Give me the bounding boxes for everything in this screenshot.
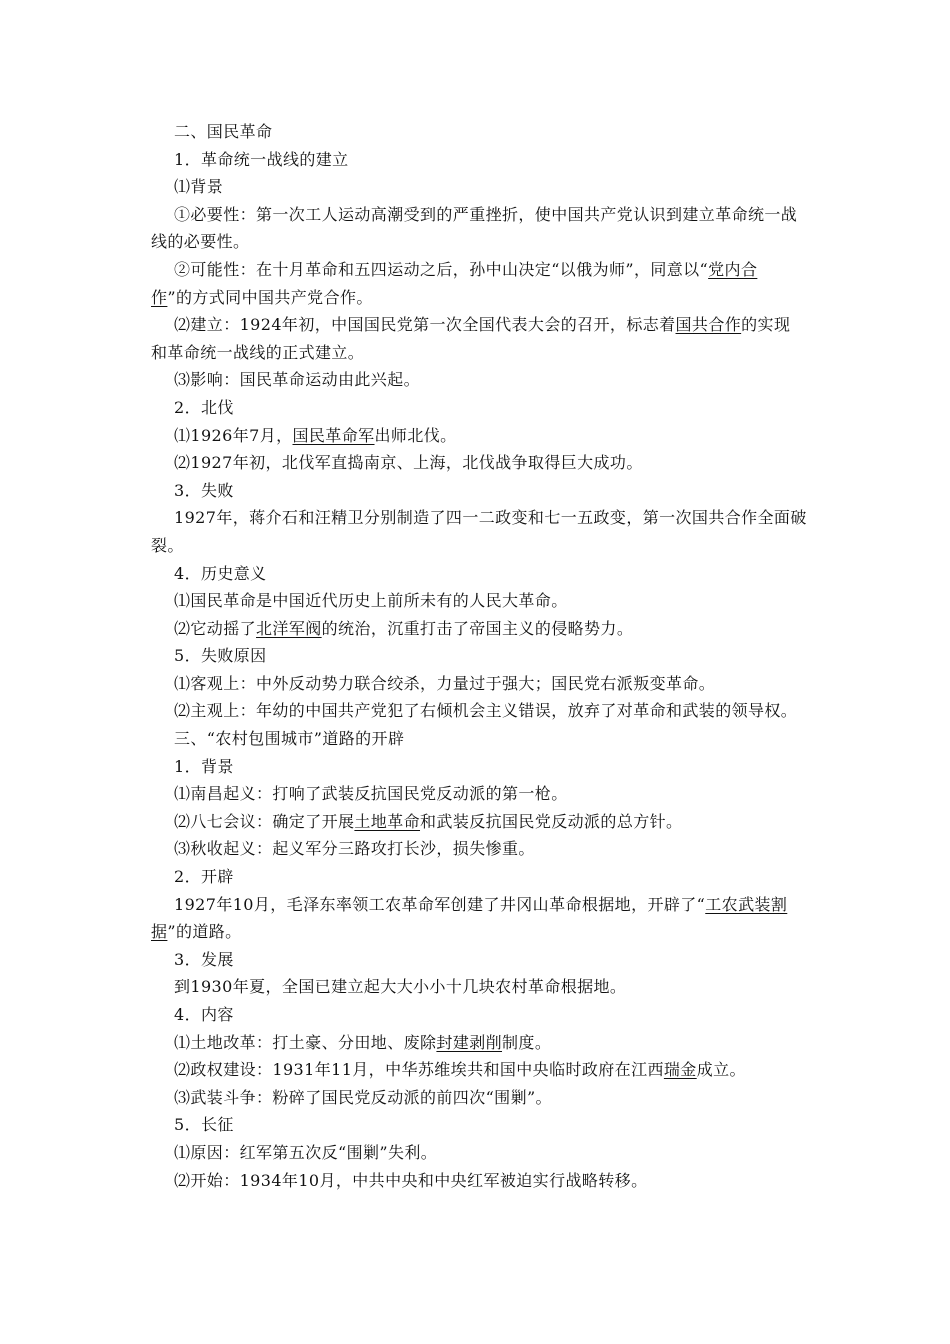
text-line (0, 394, 950, 422)
text-run: ②可能性：在十月革命和五四运动之后，孙中山决定“以俄为师”，同意以“ (174, 259, 709, 279)
underlined-term: 北洋军阀 (256, 618, 322, 638)
text-run: ⑴南昌起义：打响了武装反抗国民党反动派的第一枪。 (174, 784, 568, 804)
text-line (0, 339, 950, 367)
text-run: 三、“农村包围城市”道路的开辟 (174, 729, 405, 749)
text-line (0, 808, 950, 836)
text-line (0, 284, 950, 312)
text-run: 1．背景 (174, 756, 234, 776)
text-run: 4．历史意义 (174, 563, 267, 583)
text-run: ⑶秋收起义：起义军分三路攻打长沙，损失惨重。 (174, 839, 535, 859)
text-run: ①必要性：第一次工人运动高潮受到的严重挫折，使中国共产党认识到建立革命统一战 (174, 204, 798, 224)
text-run: ⑵政权建设：1931年11月，中华苏维埃共和国中央临时政府在江西 (174, 1060, 664, 1080)
text-line (0, 366, 950, 394)
text-run: ⑵建立：1924年初，中国国民党第一次全国代表大会的召开，标志着 (174, 315, 676, 335)
text-line (0, 642, 950, 670)
underlined-term: 党内合 (708, 259, 758, 279)
text-run: 1927年，蒋介石和汪精卫分别制造了四一二政变和七一五政变，第一次国共合作全面破 (174, 508, 807, 528)
text-line (0, 863, 950, 891)
text-run: ”的道路。 (167, 922, 242, 942)
text-line (0, 201, 950, 229)
text-run: 裂。 (151, 535, 184, 555)
text-run: ⑴1926年7月， (174, 425, 293, 445)
underlined-term: 国共合作 (675, 315, 742, 335)
text-line (0, 1167, 950, 1195)
text-run: 的统治，沉重打击了帝国主义的侵略势力。 (321, 618, 634, 638)
text-line (0, 918, 950, 946)
text-line (0, 173, 950, 201)
text-run: ⑵主观上：年幼的中国共产党犯了右倾机会主义错误，放弃了对革命和武装的领导权。 (174, 701, 798, 721)
text-run: ⑵它动摇了 (174, 618, 257, 638)
text-line (0, 228, 950, 256)
underlined-term: 土地革命 (354, 811, 421, 831)
text-line (0, 1084, 950, 1112)
text-run: 5．长征 (174, 1115, 234, 1135)
text-run: 5．失败原因 (174, 646, 267, 666)
text-line (0, 1139, 950, 1167)
text-line (0, 891, 950, 919)
text-run: 成立。 (696, 1060, 746, 1080)
text-run: ⑶影响：国民革命运动由此兴起。 (174, 370, 421, 390)
text-run: 和武装反抗国民党反动派的总方针。 (420, 811, 683, 831)
text-run: 出师北伐。 (374, 425, 457, 445)
text-run: ⑴客观上：中外反动势力联合绞杀，力量过于强大；国民党右派叛变革命。 (174, 673, 716, 693)
text-line (0, 835, 950, 863)
text-line (0, 697, 950, 725)
text-line (0, 1056, 950, 1084)
text-run: 1．革命统一战线的建立 (174, 149, 349, 169)
text-line (0, 532, 950, 560)
text-line (0, 973, 950, 1001)
text-run: ”的方式同中国共产党合作。 (167, 287, 373, 307)
text-run: 的实现 (741, 315, 791, 335)
text-line (0, 725, 950, 753)
text-run: ⑵1927年初，北伐军直捣南京、上海，北伐战争取得巨大成功。 (174, 453, 643, 473)
text-line (0, 1001, 950, 1029)
document-body (0, 118, 950, 1194)
text-line (0, 422, 950, 450)
underlined-term: 作 (151, 287, 168, 307)
underlined-term: 据 (151, 922, 168, 942)
text-line (0, 587, 950, 615)
text-line (0, 615, 950, 643)
underlined-term: 工农武装割 (705, 894, 788, 914)
underlined-term: 瑞金 (663, 1060, 697, 1080)
text-line (0, 477, 950, 505)
text-line (0, 1111, 950, 1139)
text-run: ⑵开始：1934年10月，中共中央和中央红军被迫实行战略转移。 (174, 1170, 648, 1190)
text-run: ⑴原因：红军第五次反“围剿”失利。 (174, 1142, 438, 1162)
text-run: 2．北伐 (174, 397, 234, 417)
text-line (0, 560, 950, 588)
text-run: ⑴背景 (174, 177, 224, 197)
text-run: 制度。 (502, 1032, 552, 1052)
text-line (0, 256, 950, 284)
text-line (0, 504, 950, 532)
text-line (0, 311, 950, 339)
text-line (0, 118, 950, 146)
text-run: 和革命统一战线的正式建立。 (151, 342, 365, 362)
text-run: 到1930年夏，全国已建立起大大小小十几块农村革命根据地。 (174, 977, 627, 997)
text-line (0, 1029, 950, 1057)
text-run: 3．失败 (174, 480, 234, 500)
text-run: 4．内容 (174, 1005, 234, 1024)
text-run: 二、国民革命 (174, 122, 273, 141)
text-run: ⑵八七会议：确定了开展 (174, 811, 355, 831)
text-run: ⑴国民革命是中国近代历史上前所未有的人民大革命。 (174, 591, 568, 611)
text-line (0, 780, 950, 808)
underlined-term: 国民革命军 (292, 425, 375, 445)
underlined-term: 封建剥削 (436, 1032, 503, 1052)
text-run: 1927年10月，毛泽东率领工农革命军创建了井冈山革命根据地，开辟了“ (174, 894, 706, 914)
text-line (0, 449, 950, 477)
text-run: 线的必要性。 (151, 232, 250, 252)
text-line (0, 670, 950, 698)
text-run: 2．开辟 (174, 867, 234, 887)
text-run: ⑶武装斗争：粉碎了国民党反动派的前四次“围剿”。 (174, 1087, 552, 1107)
text-run: 3．发展 (174, 949, 234, 969)
text-line (0, 146, 950, 174)
text-line (0, 946, 950, 974)
text-run: ⑴土地改革：打土豪、分田地、废除 (174, 1032, 437, 1052)
text-line (0, 753, 950, 781)
